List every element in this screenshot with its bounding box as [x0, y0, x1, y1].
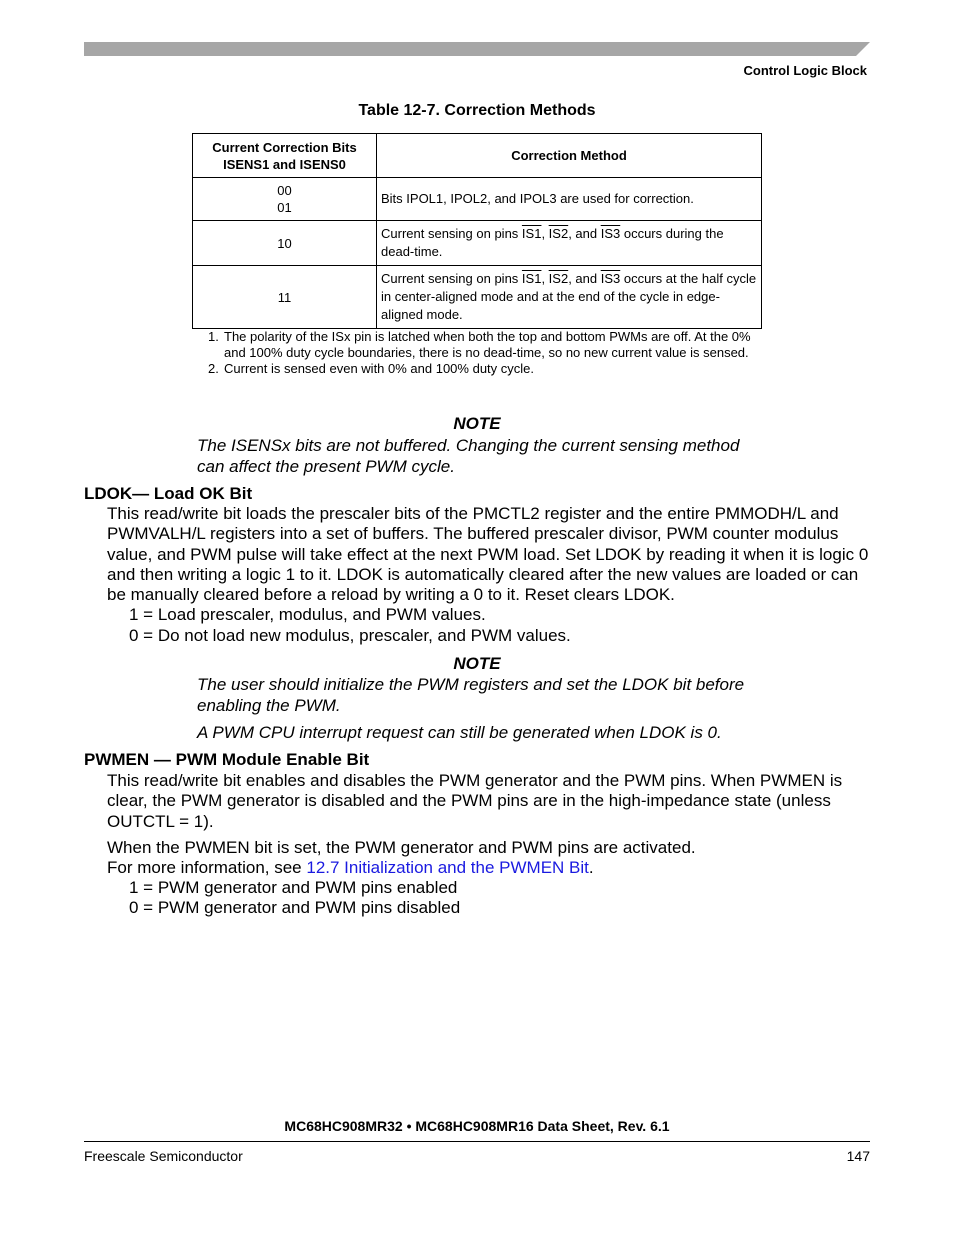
- method-cell: Current sensing on pins IS1, IS2, and IS3 occurs at the half cycle in center-aligned mode and at the end of the cycle in edge-aligned mode.: [377, 266, 762, 329]
- ldok-value-0: 0 = Do not load new modulus, prescaler, and PWM values.: [129, 626, 571, 645]
- note-text: A PWM CPU interrupt request can still be generated when LDOK is 0.: [197, 723, 722, 742]
- ldok-value-1: 1 = Load prescaler, modulus, and PWM values.: [129, 605, 486, 624]
- note-heading: NOTE: [453, 414, 501, 433]
- note-heading: NOTE: [453, 654, 501, 673]
- pwmen-heading: PWMEN — PWM Module Enable Bit: [84, 750, 370, 769]
- method-cell: Bits IPOL1, IPOL2, and IPOL3 are used for correction.: [377, 178, 762, 221]
- table-row: [193, 221, 762, 266]
- page-number: 147: [846, 1148, 870, 1164]
- col-header-bits: Current Correction Bits ISENS1 and ISENS0: [193, 134, 377, 178]
- pwmen-description: This read/write bit enables and disables the PWM generator and the PWM pins. When PWMEN is clear, the PWM generator is disabled and the PWM pins are in the high-impedance state (unless OUTCTL = 1).: [107, 771, 843, 831]
- method-cell: Current sensing on pins IS1, IS2, and IS3 occurs during the dead-time.: [377, 221, 762, 266]
- section-title: Control Logic Block: [743, 63, 867, 78]
- bits-cell: 10: [193, 221, 377, 266]
- ldok-description: This read/write bit loads the prescaler bits of the PMCTL2 register and the entire PMMODH/L and PWMVALH/L registers into a set of buffers. The buffered prescaler divisor, PWM counter modulus value, and PWM pulse will take effect at the next PWM load. Set LDOK by reading it when it is logic 0 and then writing a logic 1 to it. LDOK is automatically cleared after the new values are loaded or can be manually cleared before a reload by writing a 0 to it. Reset clears LDOK.: [107, 504, 869, 605]
- ldok-heading: LDOK— Load OK Bit: [84, 484, 253, 503]
- table-row: [193, 178, 762, 221]
- footnote: 2. Current is sensed even with 0% and 100% duty cycle.: [208, 361, 535, 376]
- correction-methods-table: [192, 133, 762, 329]
- table-footnotes: [208, 329, 753, 378]
- footnote: 1. The polarity of the $\overline{ISx}$ pin is latched when both the top and bottom PWMs are off. At the 0% and 100% duty cycle boundaries, there is no dead-time, so no new current value is sensed.: [208, 329, 751, 360]
- table-row: [193, 266, 762, 329]
- note-text: The ISENSx bits are not buffered. Changing the current sensing method can affect the present PWM cycle.: [197, 436, 740, 476]
- footer-divider: [84, 1141, 870, 1142]
- table-header-row: [193, 134, 762, 178]
- pwmen-value-1: 1 = PWM generator and PWM pins enabled: [129, 878, 458, 897]
- note-text: The user should initialize the PWM registers and set the LDOK bit before enabling the PWM.: [197, 675, 745, 715]
- bits-cell: 00 01: [193, 178, 377, 221]
- footer-company: Freescale Semiconductor: [84, 1148, 243, 1164]
- header-bar: [84, 42, 870, 56]
- table-caption: Table 12-7. Correction Methods: [358, 102, 596, 119]
- initialization-link[interactable]: 12.7 Initialization and the PWMEN Bit: [306, 858, 589, 877]
- pwmen-more-info: For more information, see 12.7 Initialization and the PWMEN Bit.: [107, 858, 594, 877]
- col-header-method: Correction Method: [377, 134, 762, 178]
- footer-title: MC68HC908MR32 • MC68HC908MR16 Data Sheet, Rev. 6.1: [284, 1118, 670, 1134]
- bits-cell: 11: [193, 266, 377, 329]
- pwmen-value-0: 0 = PWM generator and PWM pins disabled: [129, 898, 461, 917]
- pwmen-description: When the PWMEN bit is set, the PWM generator and PWM pins are activated.: [107, 838, 696, 857]
